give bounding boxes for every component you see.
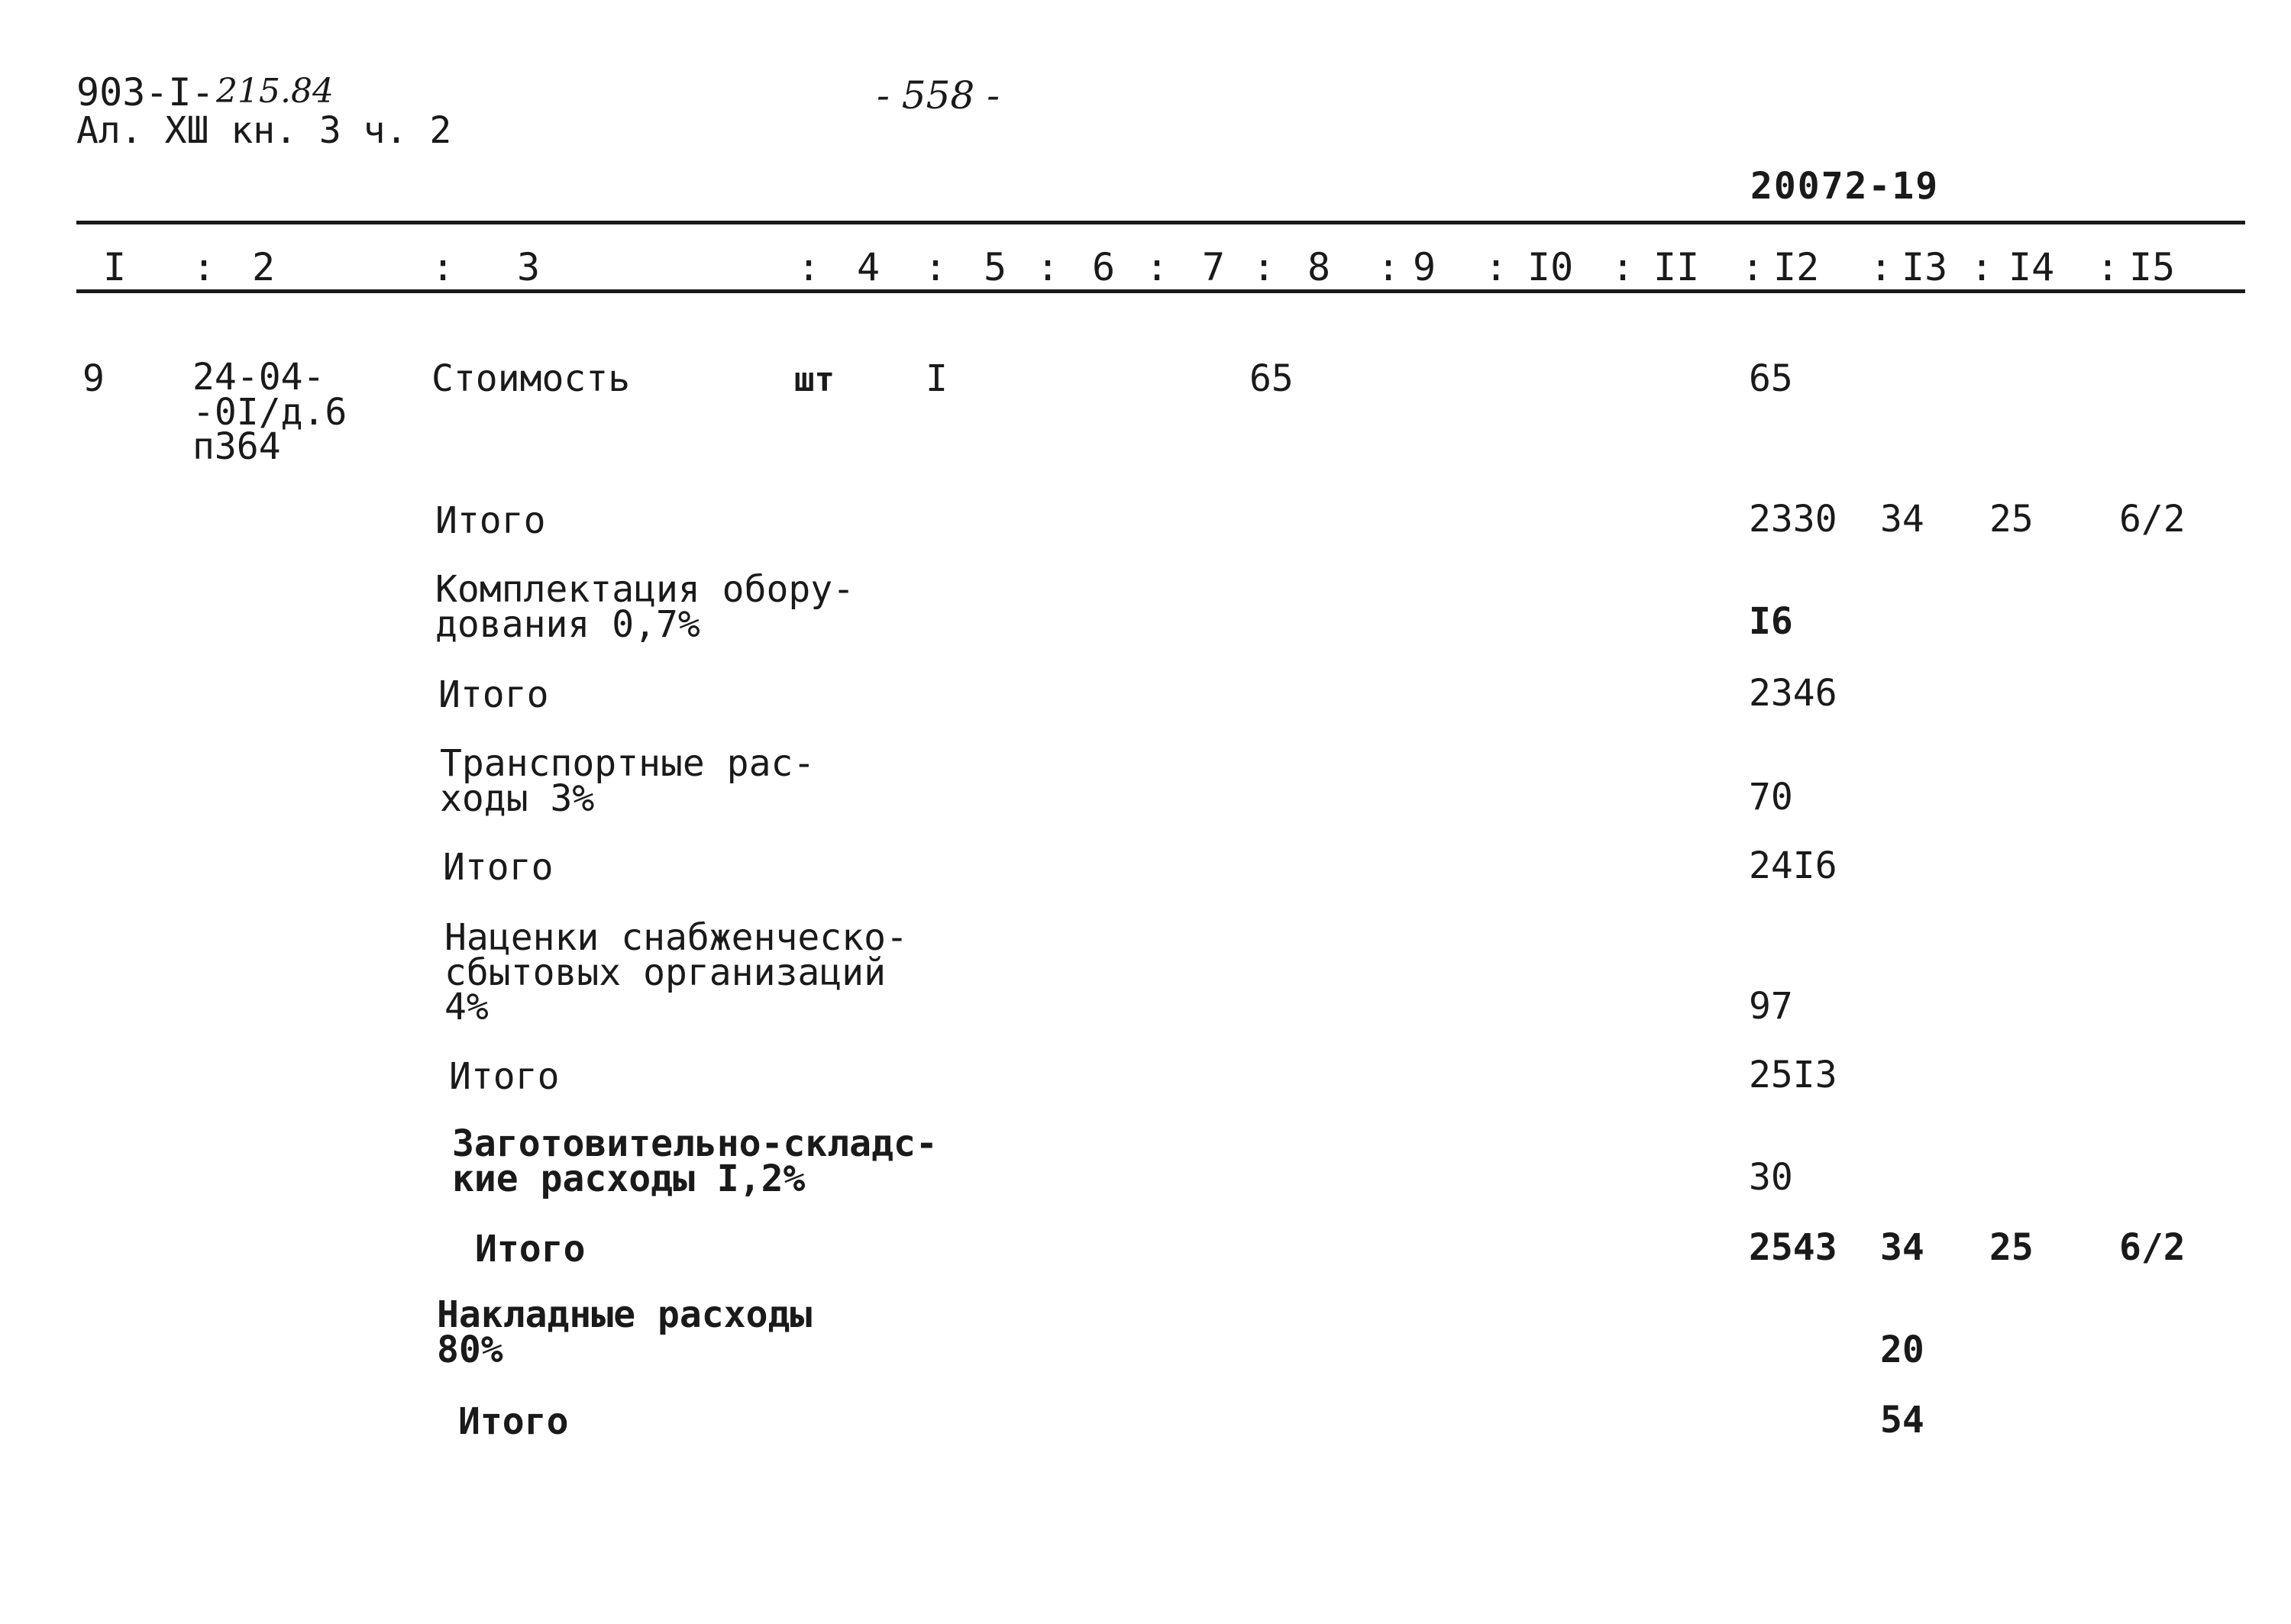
row-description: Накладные расходы 80% [437,1293,813,1371]
row-description: Итого [475,1228,586,1270]
row-description: Транспортные рас- ходы 3% [440,742,816,820]
column-header-3: 3 [517,245,541,289]
row-description: Наценки снабженческо- сбытовых организаций 4% [444,916,908,1029]
column-header-11: II [1653,245,1700,289]
column-header-10: I0 [1527,245,1574,289]
page-number: - 558 - [877,73,1000,118]
column-separator: : [1970,245,1994,289]
document-code-handwritten: 215.84 [216,72,334,111]
column-separator: : [924,245,948,289]
row-unit-price: 65 [1249,357,1294,400]
row-col13-value: 34 [1880,1226,1924,1269]
column-separator: : [1869,245,1893,289]
row-description: Итого [443,846,554,889]
column-separator: : [2096,245,2120,289]
row-total-cost: 2330 [1749,498,1837,541]
document-code: 903-I- [76,70,215,115]
row-price-code: 24-04- -0I/д.6 п364 [192,356,347,469]
row-total-cost: 97 [1749,985,1793,1028]
column-separator: : [1146,245,1169,289]
column-header-2: 2 [252,245,276,289]
row-total-cost: 25I3 [1749,1054,1837,1096]
column-header-6: 6 [1092,245,1116,289]
document-subcode: Ал. XШ кн. 3 ч. 2 [76,109,452,152]
row-description: Комплектация обору- дования 0,7% [435,568,855,646]
row-description: Стоимость [431,357,631,400]
row-col13-value: 54 [1880,1399,1924,1442]
sheet-reference: 20072-19 [1750,165,1940,208]
row-description: Итого [435,499,546,542]
row-col14-value: 25 [1989,1226,2034,1269]
column-separator: : [1377,245,1401,289]
row-description: Итого [438,673,549,716]
column-header-4: 4 [857,245,881,289]
row-position-number: 9 [82,357,105,400]
column-separator: : [1485,245,1508,289]
column-header-5: 5 [984,245,1007,289]
column-separator: : [1611,245,1635,289]
header-top-rule [76,221,2245,224]
row-total-cost: 2543 [1749,1226,1837,1269]
row-col14-value: 25 [1989,498,2034,541]
row-col15-value: 6/2 [2119,498,2186,541]
row-total-cost: 65 [1749,357,1793,400]
row-total-cost: 2346 [1749,672,1837,715]
row-col15-value: 6/2 [2119,1226,2186,1269]
column-header-12: I2 [1773,245,1820,289]
column-separator: : [1036,245,1060,289]
column-separator: : [192,245,216,289]
column-header-8: 8 [1307,245,1331,289]
column-header-1: I [103,245,127,289]
row-unit: шт [794,360,835,399]
row-description: Заготовительно-складс- кие расходы I,2% [452,1122,938,1200]
column-separator: : [431,245,455,289]
column-separator: : [1741,245,1765,289]
row-col13-value: 20 [1880,1329,1924,1371]
column-header-7: 7 [1202,245,1226,289]
column-header-14: I4 [2008,245,2055,289]
header-bottom-rule [76,289,2245,293]
row-total-cost: 30 [1749,1156,1793,1199]
row-total-cost: I6 [1749,600,1793,643]
column-separator: : [797,245,821,289]
column-header-13: I3 [1902,245,1948,289]
row-description: Итого [449,1055,560,1098]
column-header-9: 9 [1413,245,1436,289]
row-description: Итого [458,1400,569,1443]
column-separator: : [1252,245,1276,289]
row-total-cost: 24I6 [1749,844,1837,887]
row-col13-value: 34 [1880,498,1924,541]
row-quantity: I [926,357,948,400]
column-header-15: I5 [2129,245,2176,289]
row-total-cost: 70 [1749,776,1793,818]
